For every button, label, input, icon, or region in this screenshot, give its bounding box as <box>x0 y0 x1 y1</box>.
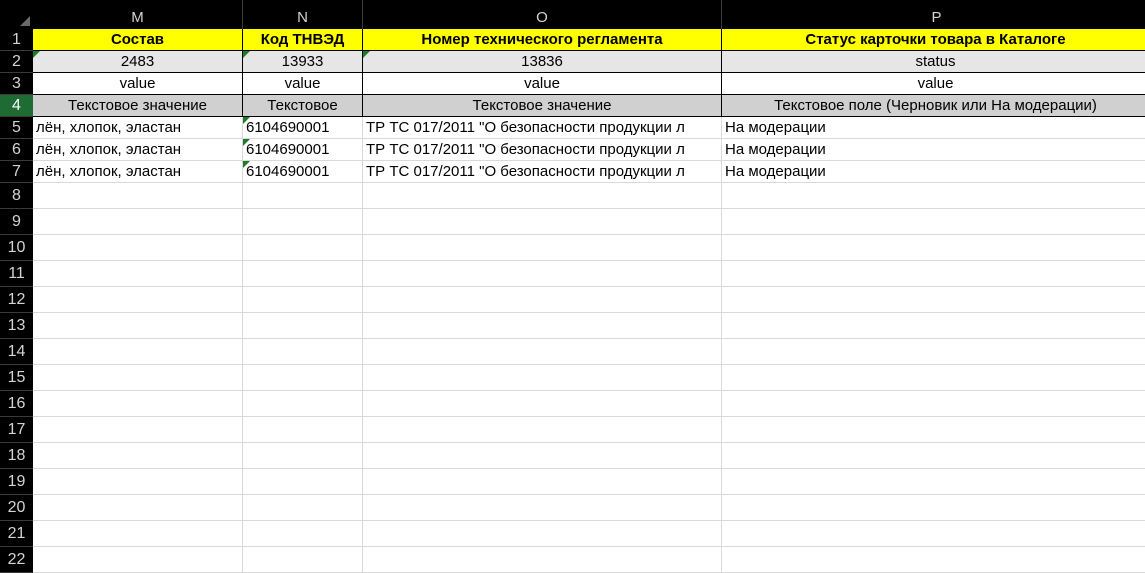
empty-cell[interactable] <box>722 443 1145 469</box>
empty-cell[interactable] <box>33 495 243 521</box>
column-header-bar <box>0 0 1145 29</box>
empty-cell[interactable] <box>722 469 1145 495</box>
empty-cell[interactable] <box>33 547 243 573</box>
cell-m7[interactable]: лён, хлопок, эластан <box>33 161 243 183</box>
cell-n5[interactable]: 6104690001 <box>243 117 363 139</box>
empty-cell[interactable] <box>722 235 1145 261</box>
cell-n7[interactable]: 6104690001 <box>243 161 363 183</box>
cell-n3[interactable]: value <box>243 73 363 95</box>
empty-cell[interactable] <box>363 521 722 547</box>
empty-cell[interactable] <box>243 417 363 443</box>
column-header-m[interactable]: M <box>33 0 243 29</box>
empty-cell[interactable] <box>243 287 363 313</box>
cell-m2[interactable]: 2483 <box>33 51 243 73</box>
empty-cell[interactable] <box>363 495 722 521</box>
cell-p6[interactable]: На модерации <box>722 139 1145 161</box>
empty-cell[interactable] <box>33 443 243 469</box>
cell-p7[interactable]: На модерации <box>722 161 1145 183</box>
empty-cell[interactable] <box>33 417 243 443</box>
row-header-5[interactable]: 5 <box>0 117 33 139</box>
row-header-15[interactable]: 15 <box>0 365 33 391</box>
empty-cell[interactable] <box>722 521 1145 547</box>
empty-cell[interactable] <box>243 469 363 495</box>
empty-cell[interactable] <box>722 339 1145 365</box>
row-header-11[interactable]: 11 <box>0 261 33 287</box>
empty-cell[interactable] <box>363 391 722 417</box>
empty-cell[interactable] <box>363 547 722 573</box>
empty-cell[interactable] <box>33 521 243 547</box>
comment-marker-icon <box>363 51 370 58</box>
cell-n6[interactable]: 6104690001 <box>243 139 363 161</box>
empty-cell[interactable] <box>363 443 722 469</box>
empty-cell[interactable] <box>363 313 722 339</box>
row-header-9[interactable]: 9 <box>0 209 33 235</box>
cell-n1[interactable]: Код ТНВЭД <box>243 29 363 51</box>
cell-o6[interactable]: ТР ТС 017/2011 "О безопасности продукции л <box>363 139 722 161</box>
select-all-corner[interactable] <box>0 0 33 29</box>
cell-o5[interactable]: ТР ТС 017/2011 "О безопасности продукции л <box>363 117 722 139</box>
empty-cell[interactable] <box>243 339 363 365</box>
row-header-13[interactable]: 13 <box>0 313 33 339</box>
empty-cell[interactable] <box>243 495 363 521</box>
empty-cell[interactable] <box>722 183 1145 209</box>
empty-cell[interactable] <box>243 313 363 339</box>
row-header-8[interactable]: 8 <box>0 183 33 209</box>
cell-n2[interactable]: 13933 <box>243 51 363 73</box>
cell-n4[interactable]: Текстовое <box>243 95 363 117</box>
row-header-6[interactable]: 6 <box>0 139 33 161</box>
row-header-17[interactable]: 17 <box>0 417 33 443</box>
empty-cell[interactable] <box>33 365 243 391</box>
empty-cell[interactable] <box>243 391 363 417</box>
empty-cell[interactable] <box>722 391 1145 417</box>
empty-cell[interactable] <box>243 443 363 469</box>
empty-cell[interactable] <box>243 521 363 547</box>
empty-cell[interactable] <box>243 209 363 235</box>
row-header-22[interactable]: 22 <box>0 547 33 573</box>
empty-cell[interactable] <box>243 261 363 287</box>
row-header-21[interactable]: 21 <box>0 521 33 547</box>
empty-cell[interactable] <box>363 287 722 313</box>
comment-marker-icon <box>243 117 250 124</box>
select-all-triangle-icon <box>20 16 30 26</box>
empty-cell[interactable] <box>722 313 1145 339</box>
cell-m6[interactable]: лён, хлопок, эластан <box>33 139 243 161</box>
cell-m5[interactable]: лён, хлопок, эластан <box>33 117 243 139</box>
empty-cell[interactable] <box>722 209 1145 235</box>
comment-marker-icon <box>243 161 250 168</box>
empty-cell[interactable] <box>33 287 243 313</box>
empty-cell[interactable] <box>722 365 1145 391</box>
empty-cell[interactable] <box>243 235 363 261</box>
column-header-o[interactable]: O <box>363 0 722 29</box>
column-header-p[interactable]: P <box>722 0 1145 29</box>
row-header-3[interactable]: 3 <box>0 73 33 95</box>
cell-o2[interactable]: 13836 <box>363 51 722 73</box>
empty-cell[interactable] <box>33 261 243 287</box>
row-header-16[interactable]: 16 <box>0 391 33 417</box>
empty-cell[interactable] <box>363 235 722 261</box>
row-header-4[interactable]: 4 <box>0 95 33 117</box>
empty-cell[interactable] <box>33 183 243 209</box>
empty-cell[interactable] <box>33 469 243 495</box>
row-header-18[interactable]: 18 <box>0 443 33 469</box>
cell-m4[interactable]: Текстовое значение <box>33 95 243 117</box>
row-header-12[interactable]: 12 <box>0 287 33 313</box>
cell-m1[interactable]: Состав <box>33 29 243 51</box>
row-header-10[interactable]: 10 <box>0 235 33 261</box>
empty-cell[interactable] <box>33 391 243 417</box>
empty-cell[interactable] <box>363 417 722 443</box>
empty-cell[interactable] <box>363 365 722 391</box>
empty-cell[interactable] <box>243 365 363 391</box>
empty-cell[interactable] <box>722 287 1145 313</box>
empty-cell[interactable] <box>363 339 722 365</box>
row-header-19[interactable]: 19 <box>0 469 33 495</box>
row-header-20[interactable]: 20 <box>0 495 33 521</box>
empty-cell[interactable] <box>363 209 722 235</box>
empty-cell[interactable] <box>722 417 1145 443</box>
cell-p3[interactable]: value <box>722 73 1145 95</box>
column-header-n[interactable]: N <box>243 0 363 29</box>
row-header-2[interactable]: 2 <box>0 51 33 73</box>
empty-cell[interactable] <box>722 547 1145 573</box>
cell-p5[interactable]: На модерации <box>722 117 1145 139</box>
empty-cell[interactable] <box>243 547 363 573</box>
cell-m3[interactable]: value <box>33 73 243 95</box>
comment-marker-icon <box>243 51 250 58</box>
empty-cell[interactable] <box>722 261 1145 287</box>
empty-cell[interactable] <box>363 183 722 209</box>
empty-cell[interactable] <box>33 235 243 261</box>
row-header-7[interactable]: 7 <box>0 161 33 183</box>
row-header-1[interactable]: 1 <box>0 29 33 51</box>
cell-o1[interactable]: Номер технического регламента <box>363 29 722 51</box>
cell-o7[interactable]: ТР ТС 017/2011 "О безопасности продукции л <box>363 161 722 183</box>
empty-cell[interactable] <box>33 209 243 235</box>
cell-o4[interactable]: Текстовое значение <box>363 95 722 117</box>
row-header-14[interactable]: 14 <box>0 339 33 365</box>
empty-cell[interactable] <box>33 339 243 365</box>
cell-p4[interactable]: Текстовое поле (Черновик или На модерации) <box>722 95 1145 117</box>
empty-cell[interactable] <box>722 495 1145 521</box>
comment-marker-icon <box>243 139 250 146</box>
empty-cell[interactable] <box>363 261 722 287</box>
cell-p1[interactable]: Статус карточки товара в Каталоге <box>722 29 1145 51</box>
empty-cell[interactable] <box>33 313 243 339</box>
empty-cell[interactable] <box>243 183 363 209</box>
comment-marker-icon <box>33 51 40 58</box>
empty-cell[interactable] <box>363 469 722 495</box>
cell-p2[interactable]: status <box>722 51 1145 73</box>
cell-o3[interactable]: value <box>363 73 722 95</box>
